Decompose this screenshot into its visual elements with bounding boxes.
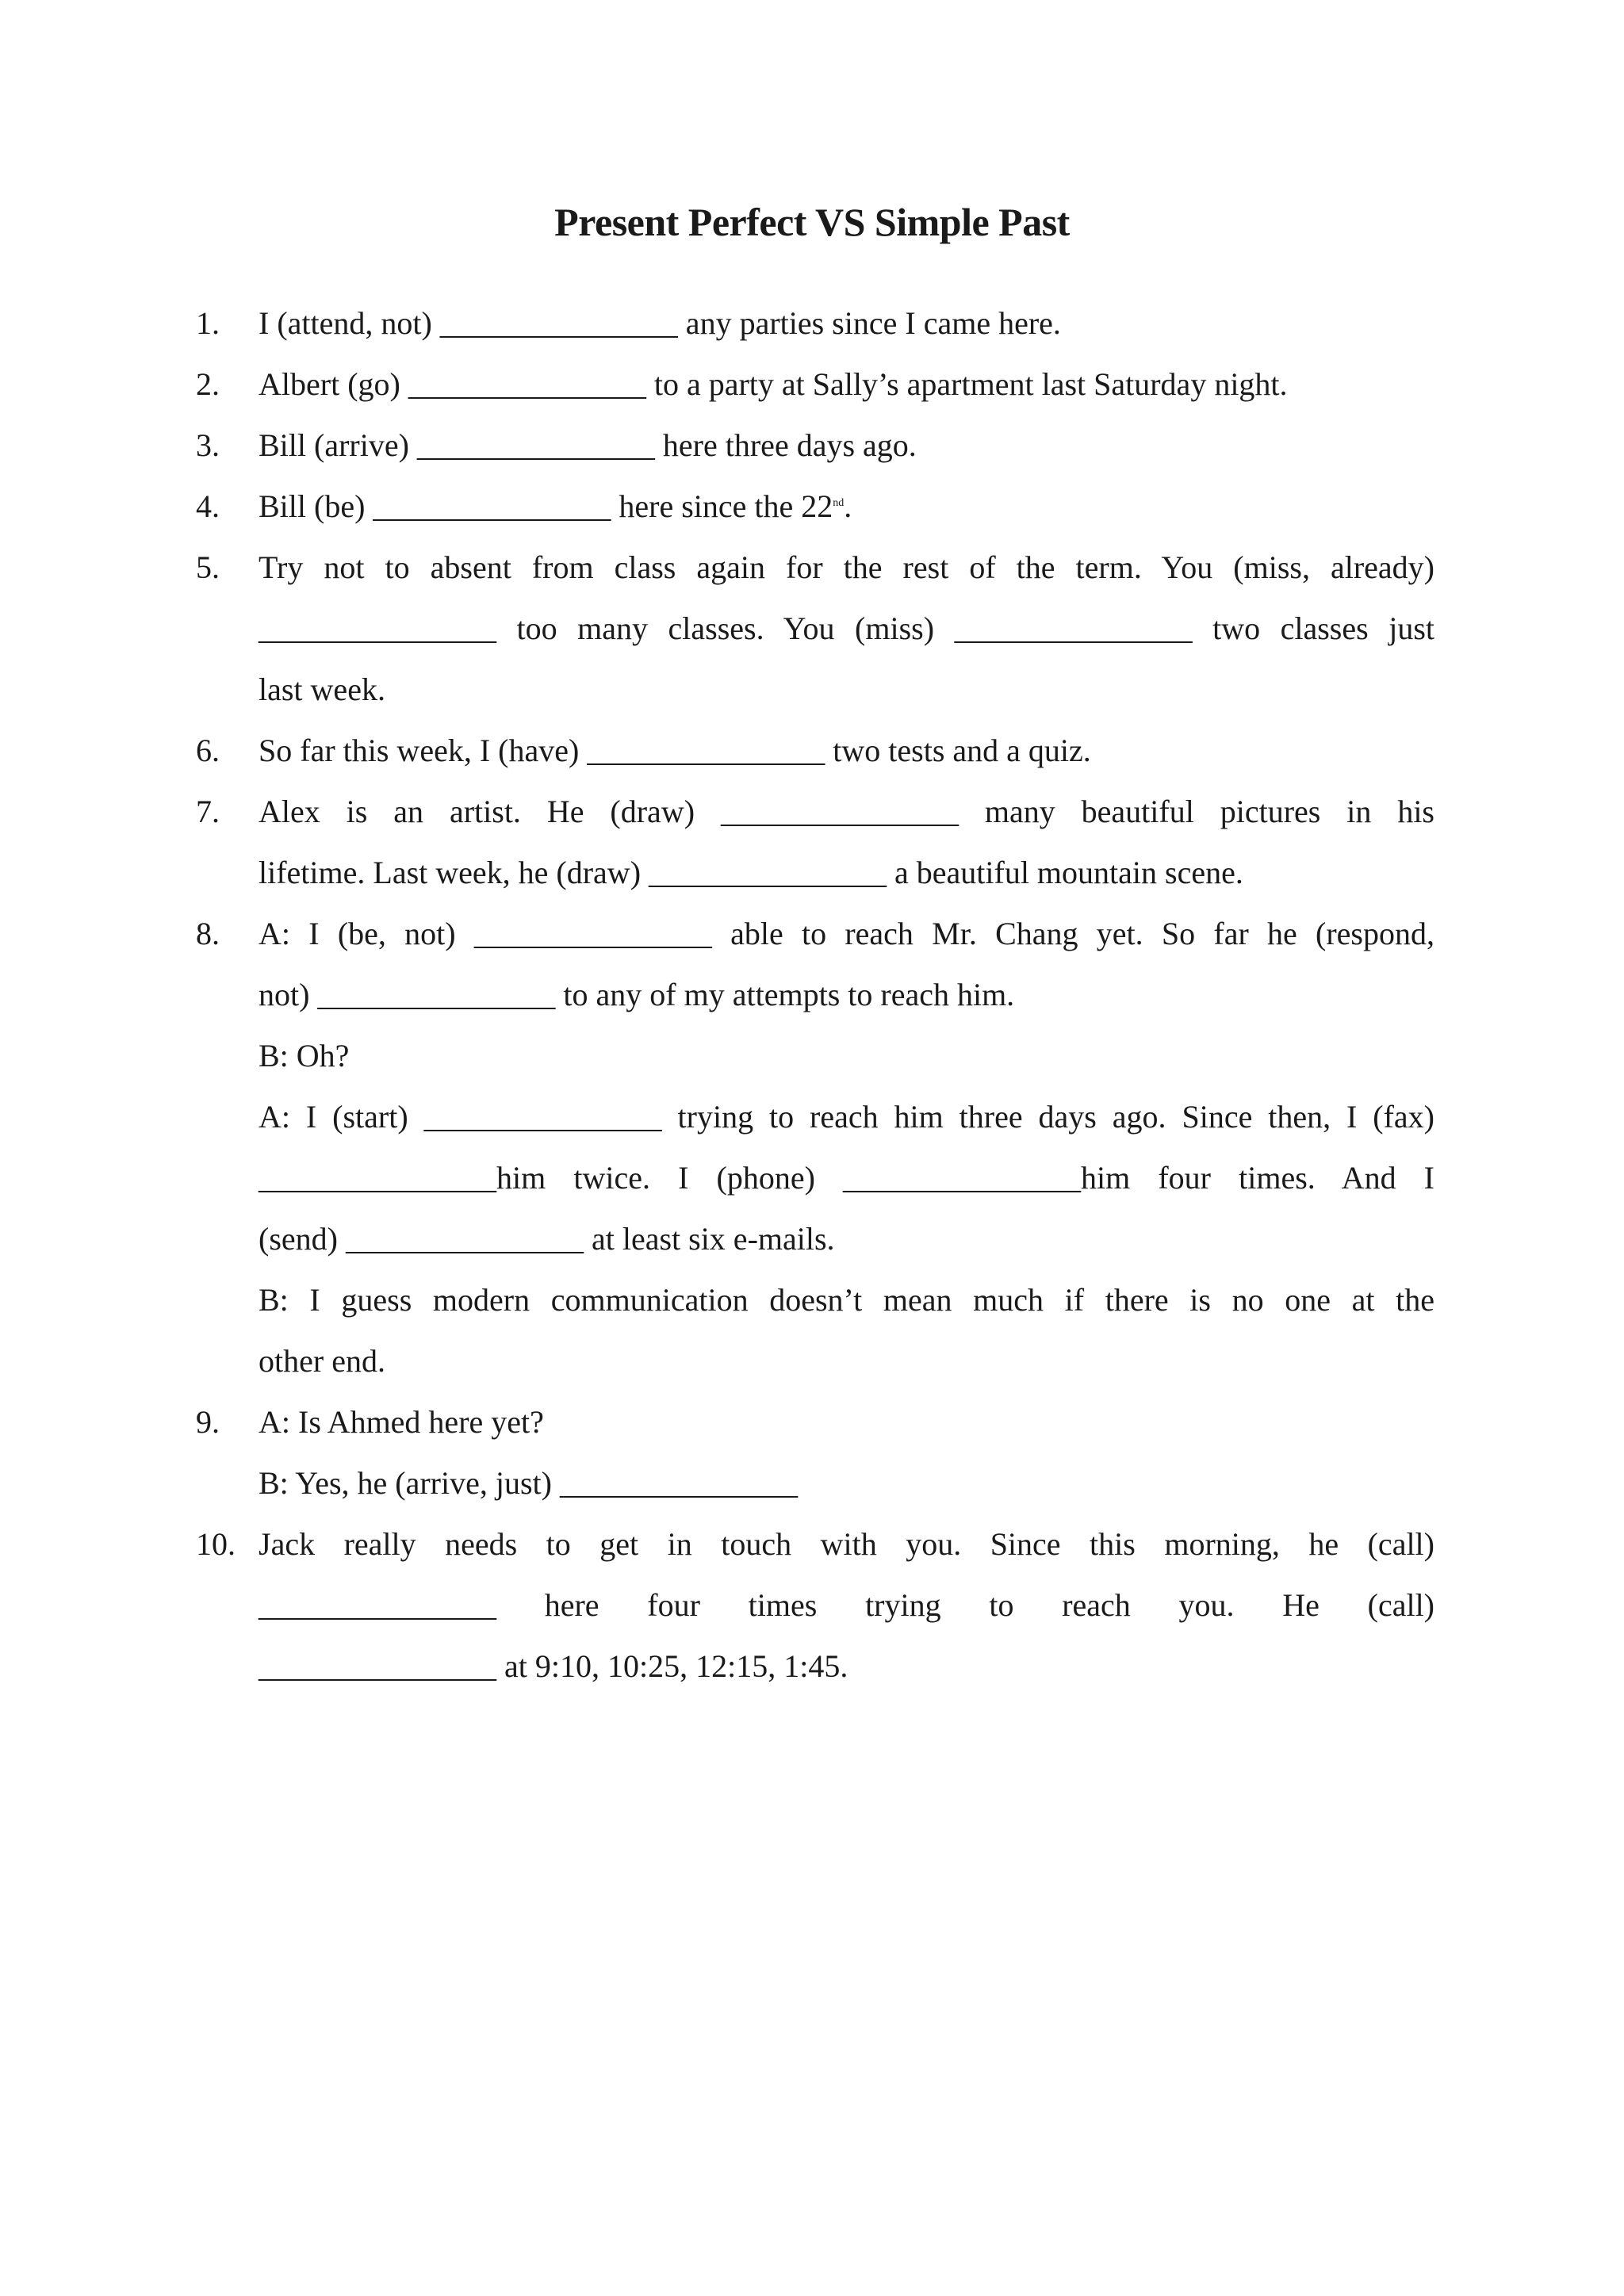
exercise-item-5 [196, 537, 1434, 720]
item-number: 8. [196, 916, 220, 951]
item-line: _______________ at 9:10, 10:25, 12:15, 1:45. [259, 1648, 848, 1684]
item-line: I (attend, not) _______________ any parties since I came here. [259, 305, 1061, 341]
item-number: 1. [196, 305, 220, 341]
page-title: Present Perfect VS Simple Past [554, 200, 1070, 244]
item-line: other end. [259, 1343, 385, 1379]
exercise-item-7 [196, 781, 1434, 903]
item-line: Bill (arrive) _______________ here three days ago. [259, 427, 917, 463]
exercise-item-10 [196, 1513, 1434, 1697]
exercise-item-2 [196, 354, 1434, 415]
item-text: Bill (be) _______________ here since the 22 [259, 488, 833, 524]
ordinal-suffix: nd [833, 497, 845, 509]
item-line: Albert (go) _______________ to a party at Sally’s apartment last Saturday night. [259, 366, 1288, 402]
item-line: _______________him twice. I (phone) _______________him four times. And I [259, 1160, 1434, 1196]
item-number: 6. [196, 733, 220, 768]
item-line: A: I (start) _______________ trying to reach him three days ago. Since then, I (fax) [259, 1099, 1434, 1135]
item-line: _______________ too many classes. You (miss) _______________ two classes just [259, 610, 1434, 646]
item-number: 4. [196, 488, 220, 524]
exercise-item-6 [196, 720, 1434, 781]
item-number: 7. [196, 794, 220, 829]
exercise-item-8 [196, 903, 1434, 1391]
item-number: 2. [196, 366, 220, 402]
item-line: Try not to absent from class again for the rest of the term. You (miss, already) [259, 549, 1434, 585]
item-line: B: Yes, he (arrive, just) _______________ [259, 1465, 798, 1501]
exercise-item-1 [196, 293, 1434, 354]
item-line: So far this week, I (have) _______________ two tests and a quiz. [259, 733, 1091, 768]
item-line: A: I (be, not) _______________ able to reach Mr. Chang yet. So far he (respond, [259, 916, 1434, 951]
item-number: 5. [196, 549, 220, 585]
item-number: 10. [196, 1526, 236, 1562]
exercise-item-3 [196, 415, 1434, 476]
item-line: not) _______________ to any of my attempts to reach him. [259, 977, 1015, 1012]
item-line: _______________ here four times trying to reach you. He (call) [259, 1587, 1434, 1623]
item-line: B: Oh? [259, 1038, 350, 1073]
item-line: (send) _______________ at least six e-mails. [259, 1221, 835, 1257]
item-line: Alex is an artist. He (draw) _______________ many beautiful pictures in his [259, 794, 1434, 829]
item-line [259, 476, 1434, 537]
exercise-item-4 [196, 476, 1434, 537]
item-line: last week. [259, 672, 385, 707]
item-line: Jack really needs to get in touch with you. Since this morning, he (call) [259, 1526, 1434, 1562]
item-line: B: I guess modern communication doesn’t mean much if there is no one at the [259, 1282, 1434, 1318]
item-number: 3. [196, 427, 220, 463]
item-text-end: . [844, 488, 852, 524]
exercise-item-9 [196, 1391, 1434, 1513]
exercise-list [196, 293, 1434, 1697]
item-line: A: Is Ahmed here yet? [259, 1404, 544, 1440]
item-number: 9. [196, 1404, 220, 1440]
item-line: lifetime. Last week, he (draw) _______________ a beautiful mountain scene. [259, 855, 1243, 890]
